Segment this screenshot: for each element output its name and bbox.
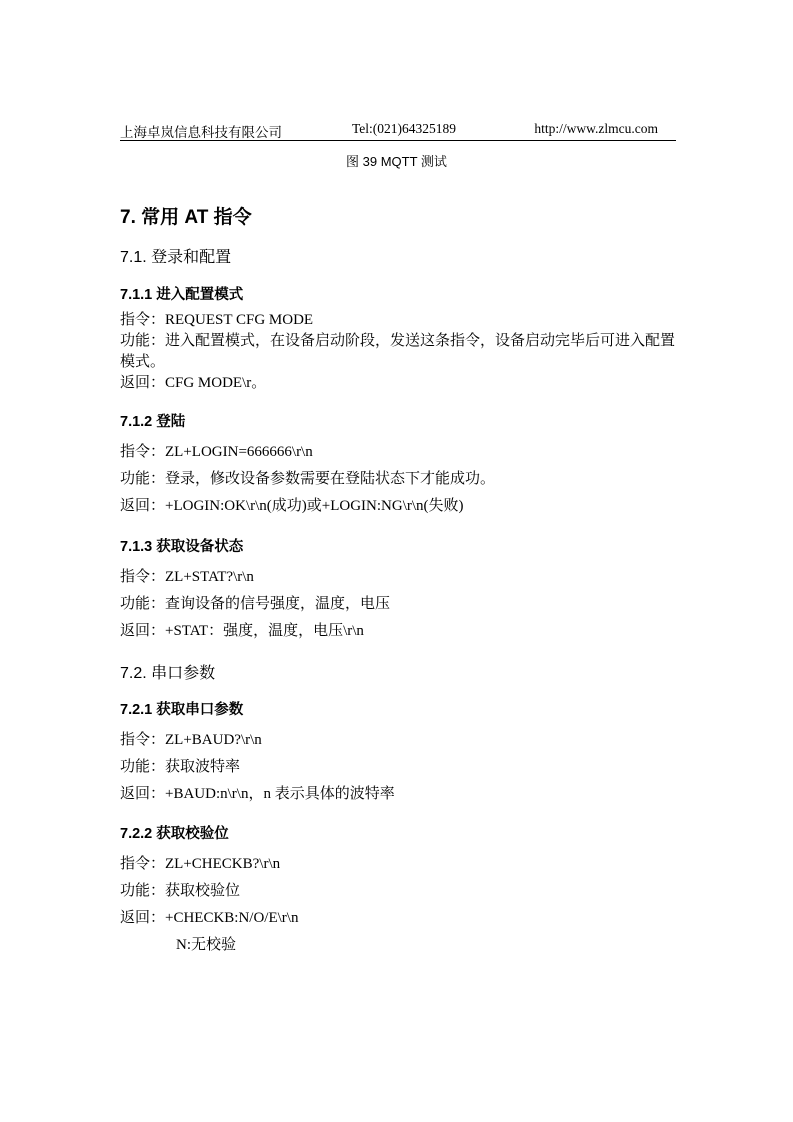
section-7-2-2-heading: 7.2.2 获取校验位 [120,826,229,842]
s721-function: 功能：获取波特率 [120,759,241,775]
page-header [120,121,676,141]
section-7-1-2-heading: 7.1.2 登陆 [120,414,186,430]
section-7-1-heading: 7.1. 登录和配置 [120,249,232,266]
s722-command: 指令：ZL+CHECKB?\r\n [120,856,281,872]
section-7-1-1-heading: 7.1.1 进入配置模式 [120,287,244,303]
header-url: http://www.zlmcu.com [534,121,658,136]
s711-function: 功能：进入配置模式，在设备启动阶段，发送这条指令，设备启动完毕后可进入配置模式。 [120,333,676,370]
header-tel: Tel:(021)64325189 [352,121,457,136]
section-7-2-1-heading: 7.2.1 获取串口参数 [120,702,244,718]
s722-function: 功能：获取校验位 [120,883,241,899]
s713-return: 返回：+STAT：强度，温度，电压\r\n [120,623,364,639]
s713-function: 功能：查询设备的信号强度，温度，电压 [120,596,391,612]
s711-command: 指令：REQUEST CFG MODE [120,312,314,328]
s712-command: 指令：ZL+LOGIN=666666\r\n [120,444,313,460]
section-7-heading: 7. 常用 AT 指令 [120,207,252,228]
s722-return: 返回：+CHECKB:N/O/E\r\n [120,910,299,926]
section-7-1-3-heading: 7.1.3 获取设备状态 [120,539,244,555]
s721-return: 返回：+BAUD:n\r\n，n 表示具体的波特率 [120,786,395,802]
figure-caption: 图 39 MQTT 测试 [346,154,447,169]
s722-note-n: N:无校验 [176,937,237,953]
s712-function: 功能：登录，修改设备参数需要在登陆状态下才能成功。 [120,471,496,487]
s713-command: 指令：ZL+STAT?\r\n [120,569,254,585]
header-company: 上海卓岚信息科技有限公司 [120,125,282,140]
header-divider [120,140,676,141]
s712-return: 返回：+LOGIN:OK\r\n(成功)或+LOGIN:NG\r\n(失败) [120,498,464,514]
s711-return: 返回：CFG MODE\r。 [120,375,267,391]
section-7-2-heading: 7.2. 串口参数 [120,665,216,682]
s721-command: 指令：ZL+BAUD?\r\n [120,732,262,748]
